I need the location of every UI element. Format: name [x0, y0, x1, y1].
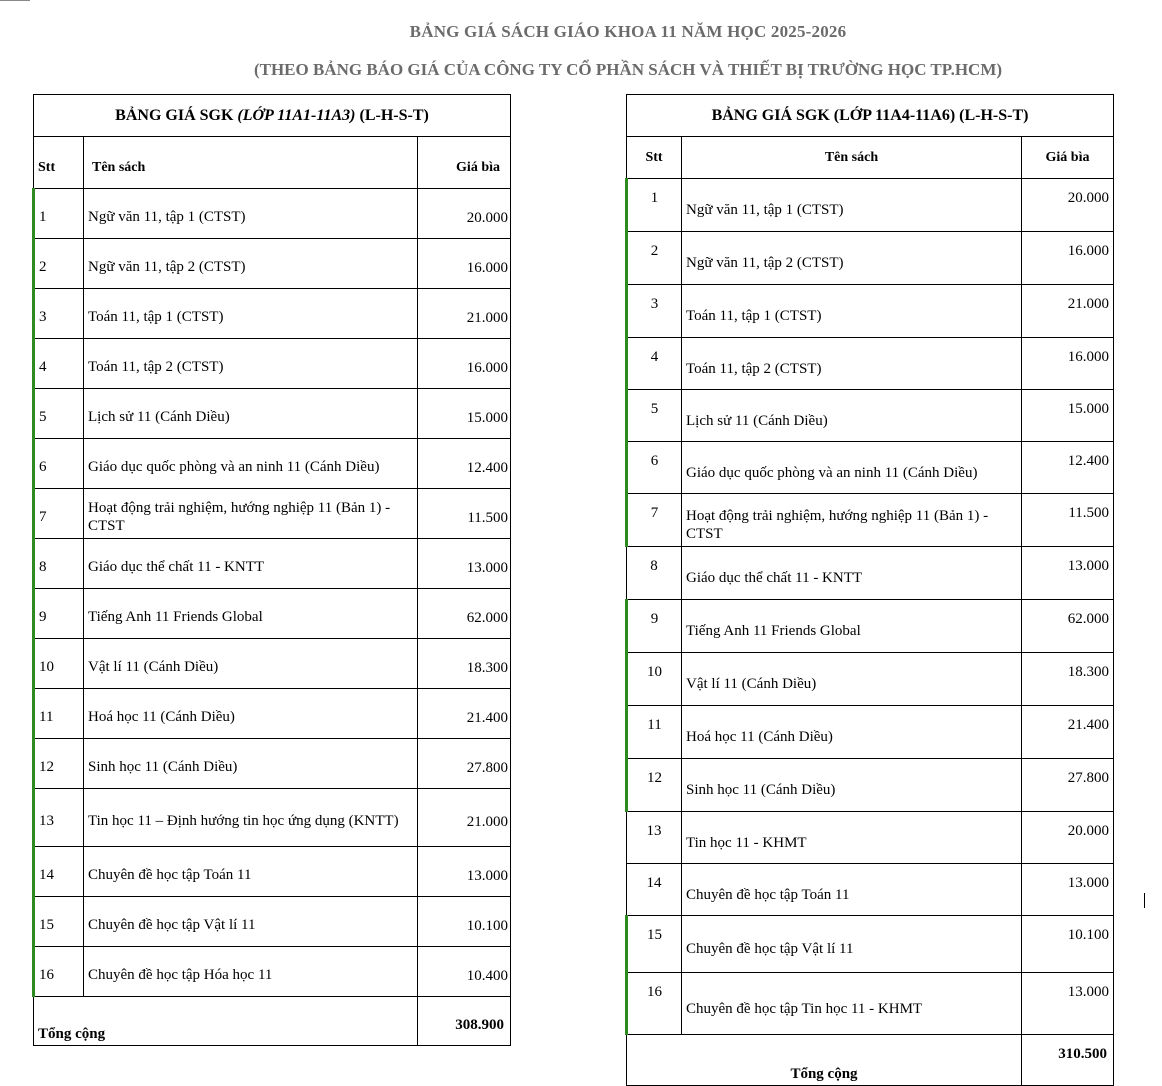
row-price: 10.100	[1022, 916, 1114, 973]
row-price: 10.100	[418, 897, 511, 947]
row-stt: 13	[627, 812, 682, 864]
row-book-name: Lịch sử 11 (Cánh Diều)	[84, 389, 418, 439]
row-book-name: Chuyên đề học tập Vật lí 11	[682, 916, 1022, 973]
header-stt: Stt	[34, 137, 84, 189]
row-book-name: Chuyên đề học tập Tin học 11 - KHMT	[682, 973, 1022, 1035]
row-stt: 3	[34, 289, 84, 339]
table-row	[34, 539, 511, 589]
table-row	[627, 653, 1114, 706]
row-stt: 4	[627, 338, 682, 390]
row-stt: 11	[627, 706, 682, 759]
row-book-name: Sinh học 11 (Cánh Diều)	[682, 759, 1022, 812]
row-stt: 8	[34, 539, 84, 589]
row-stt: 2	[34, 239, 84, 289]
top-edge-mark	[0, 0, 30, 1]
total-label: Tổng cộng	[34, 997, 418, 1046]
row-price: 18.300	[1022, 653, 1114, 706]
row-stt: 5	[627, 390, 682, 442]
table-row	[34, 439, 511, 489]
row-price: 27.800	[1022, 759, 1114, 812]
right-table-body	[627, 179, 1114, 1035]
row-price: 11.500	[418, 489, 511, 539]
row-price: 13.000	[1022, 973, 1114, 1035]
table-row	[34, 639, 511, 689]
table-row	[627, 232, 1114, 285]
row-stt: 12	[34, 739, 84, 789]
table-row	[34, 339, 511, 389]
row-book-name: Tin học 11 - KHMT	[682, 812, 1022, 864]
row-book-name: Tiếng Anh 11 Friends Global	[84, 589, 418, 639]
caption-main: BẢNG GIÁ SGK	[115, 106, 238, 124]
row-stt: 9	[34, 589, 84, 639]
header-price: Giá bìa	[1022, 137, 1114, 179]
left-table-body	[34, 189, 511, 997]
table-row	[34, 689, 511, 739]
row-book-name: Toán 11, tập 1 (CTST)	[682, 285, 1022, 338]
row-stt: 3	[627, 285, 682, 338]
row-book-name: Toán 11, tập 2 (CTST)	[682, 338, 1022, 390]
row-price: 62.000	[1022, 600, 1114, 653]
row-book-name: Ngữ văn 11, tập 1 (CTST)	[84, 189, 418, 239]
row-price: 13.000	[1022, 547, 1114, 600]
price-table-11a4-11a6	[625, 94, 1114, 1086]
header-price: Giá bìa	[418, 137, 511, 189]
caption-class-range: (LỚP 11A1-11A3)	[237, 106, 356, 124]
row-book-name: Lịch sử 11 (Cánh Diều)	[682, 390, 1022, 442]
row-book-name: Hoá học 11 (Cánh Diều)	[84, 689, 418, 739]
table-row	[627, 600, 1114, 653]
row-stt: 12	[627, 759, 682, 812]
table-row	[34, 489, 511, 539]
row-book-name: Chuyên đề học tập Vật lí 11	[84, 897, 418, 947]
table-row	[34, 789, 511, 847]
header-book-name: Tên sách	[682, 137, 1022, 179]
row-stt: 7	[34, 489, 84, 539]
row-price: 27.800	[418, 739, 511, 789]
row-price: 16.000	[1022, 232, 1114, 285]
table-row	[34, 847, 511, 897]
table-row	[627, 179, 1114, 232]
row-stt: 15	[34, 897, 84, 947]
table-row	[627, 973, 1114, 1035]
row-book-name: Vật lí 11 (Cánh Diều)	[84, 639, 418, 689]
document-subtitle: (THEO BẢNG BÁO GIÁ CỦA CÔNG TY CỔ PHẦN SÁCH VÀ THIẾT BỊ TRƯỜNG HỌC TP.HCM)	[253, 60, 1003, 79]
row-price: 18.300	[418, 639, 511, 689]
row-price: 16.000	[1022, 338, 1114, 390]
row-price: 21.000	[1022, 285, 1114, 338]
total-value: 308.900	[418, 997, 511, 1046]
row-price: 62.000	[418, 589, 511, 639]
row-book-name: Hoạt động trải nghiệm, hướng nghiệp 11 (Bản 1) - CTST	[682, 494, 1022, 547]
row-price: 15.000	[418, 389, 511, 439]
row-stt: 10	[627, 653, 682, 706]
header-stt: Stt	[627, 137, 682, 179]
table-row	[34, 897, 511, 947]
row-stt: 8	[627, 547, 682, 600]
row-price: 12.400	[418, 439, 511, 489]
row-price: 16.000	[418, 339, 511, 389]
row-stt: 16	[627, 973, 682, 1035]
table-row	[627, 442, 1114, 494]
table-row	[627, 338, 1114, 390]
table-row	[34, 189, 511, 239]
table-row	[627, 390, 1114, 442]
row-stt: 16	[34, 947, 84, 997]
row-book-name: Tiếng Anh 11 Friends Global	[682, 600, 1022, 653]
table-row	[34, 589, 511, 639]
table-row	[627, 706, 1114, 759]
table-row	[627, 916, 1114, 973]
row-price: 20.000	[418, 189, 511, 239]
table-caption: BẢNG GIÁ SGK (LỚP 11A4-11A6) (L-H-S-T)	[627, 95, 1114, 137]
table-row	[627, 812, 1114, 864]
row-price: 11.500	[1022, 494, 1114, 547]
total-label: Tổng cộng	[627, 1035, 1022, 1086]
header-book-name: Tên sách	[84, 137, 418, 189]
row-stt: 15	[627, 916, 682, 973]
table-row	[627, 759, 1114, 812]
table-row	[34, 739, 511, 789]
row-book-name: Tin học 11 – Định hướng tin học ứng dụng (KNTT)	[84, 789, 418, 847]
row-stt: 7	[627, 494, 682, 547]
row-price: 21.400	[418, 689, 511, 739]
row-price: 21.000	[418, 789, 511, 847]
caption-subjects: (L-H-S-T)	[355, 106, 429, 124]
row-price: 13.000	[418, 847, 511, 897]
text-cursor	[1144, 893, 1145, 908]
row-price: 15.000	[1022, 390, 1114, 442]
table-row	[34, 289, 511, 339]
row-stt: 10	[34, 639, 84, 689]
row-stt: 1	[627, 179, 682, 232]
row-price: 16.000	[418, 239, 511, 289]
row-price: 20.000	[1022, 812, 1114, 864]
row-book-name: Giáo dục thể chất 11 - KNTT	[84, 539, 418, 589]
table-row	[627, 285, 1114, 338]
row-price: 10.400	[418, 947, 511, 997]
row-stt: 14	[627, 864, 682, 916]
row-price: 21.400	[1022, 706, 1114, 759]
row-book-name: Chuyên đề học tập Toán 11	[682, 864, 1022, 916]
row-stt: 11	[34, 689, 84, 739]
row-price: 13.000	[1022, 864, 1114, 916]
total-value: 310.500	[1022, 1035, 1114, 1086]
row-stt: 9	[627, 600, 682, 653]
table-row	[34, 389, 511, 439]
row-stt: 4	[34, 339, 84, 389]
row-stt: 1	[34, 189, 84, 239]
row-book-name: Toán 11, tập 2 (CTST)	[84, 339, 418, 389]
row-book-name: Ngữ văn 11, tập 2 (CTST)	[84, 239, 418, 289]
row-book-name: Chuyên đề học tập Toán 11	[84, 847, 418, 897]
row-price: 13.000	[418, 539, 511, 589]
row-stt: 5	[34, 389, 84, 439]
row-book-name: Giáo dục thể chất 11 - KNTT	[682, 547, 1022, 600]
row-price: 21.000	[418, 289, 511, 339]
document-title: BẢNG GIÁ SÁCH GIÁO KHOA 11 NĂM HỌC 2025-2026	[409, 22, 847, 41]
row-stt: 13	[34, 789, 84, 847]
table-row	[627, 547, 1114, 600]
table-row	[627, 864, 1114, 916]
table-row	[34, 947, 511, 997]
table-row	[34, 239, 511, 289]
row-book-name: Hoạt động trải nghiệm, hướng nghiệp 11 (Bản 1) - CTST	[84, 489, 418, 539]
price-table-11a1-11a3	[32, 94, 511, 1046]
row-book-name: Ngữ văn 11, tập 2 (CTST)	[682, 232, 1022, 285]
row-price: 12.400	[1022, 442, 1114, 494]
row-book-name: Hoá học 11 (Cánh Diều)	[682, 706, 1022, 759]
row-book-name: Ngữ văn 11, tập 1 (CTST)	[682, 179, 1022, 232]
row-book-name: Giáo dục quốc phòng và an ninh 11 (Cánh Diều)	[682, 442, 1022, 494]
row-price: 20.000	[1022, 179, 1114, 232]
table-row	[627, 494, 1114, 547]
row-book-name: Sinh học 11 (Cánh Diều)	[84, 739, 418, 789]
row-stt: 14	[34, 847, 84, 897]
table-caption	[34, 95, 511, 137]
row-book-name: Toán 11, tập 1 (CTST)	[84, 289, 418, 339]
row-book-name: Chuyên đề học tập Hóa học 11	[84, 947, 418, 997]
row-stt: 2	[627, 232, 682, 285]
row-stt: 6	[34, 439, 84, 489]
row-stt: 6	[627, 442, 682, 494]
row-book-name: Giáo dục quốc phòng và an ninh 11 (Cánh Diều)	[84, 439, 418, 489]
row-book-name: Vật lí 11 (Cánh Diều)	[682, 653, 1022, 706]
